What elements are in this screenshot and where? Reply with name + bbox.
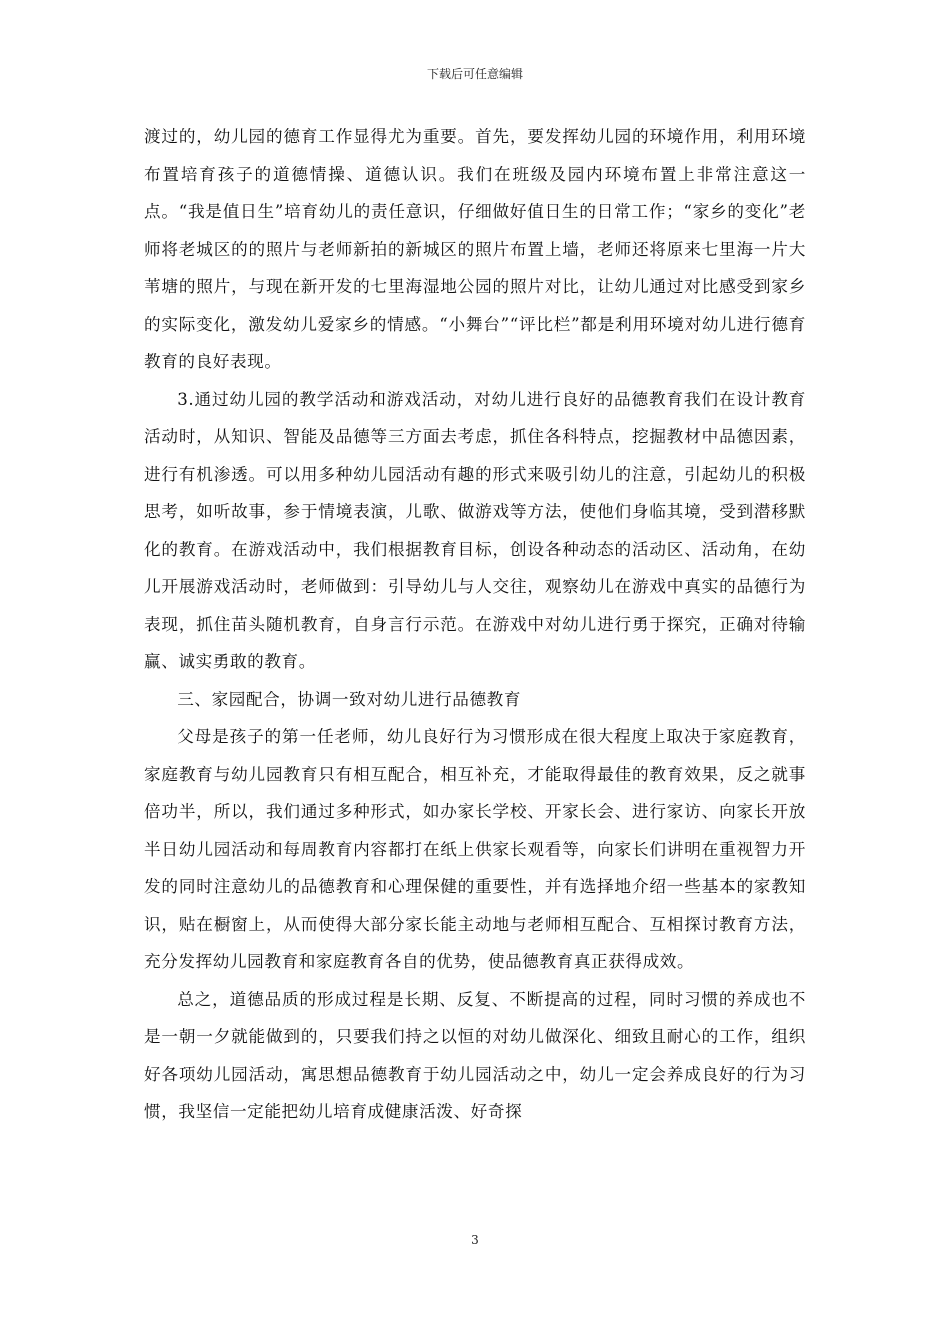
paragraph-teaching-activities: 3.通过幼儿园的教学活动和游戏活动，对幼儿进行良好的品德教育我们在设计教育活动时，从知识、智能及品德等三方面去考虑，抓住各科特点，挖掘教材中品德因素，进行有机渗透。可以用多种幼儿园活动有趣的形式来吸引幼儿的注意，引起幼儿的积极思考，如听故事，参于情境表演，儿歌、做游戏等方法，使他们身临其境，受到潜移默化的教育。在游戏活动中，我们根据教育目标，创设各种动态的活动区、活动角，在幼儿开展游戏活动时，老师做到：引导幼儿与人交往，观察幼儿在游戏中真实的品德行为表现，抓住苗头随机教育，自身言行示范。在游戏中对幼儿进行勇于探究，正确对待输赢、诚实勇敢的教育。 xyxy=(144,389,806,671)
section-heading: 三、家园配合，协调一致对幼儿进行品德教育 xyxy=(177,689,522,709)
paragraph-conclusion: 总之，道德品质的形成过程是长期、反复、不断提高的过程，同时习惯的养成也不是一朝一夕就能做到的，只要我们持之以恒的对幼儿做深化、细致且耐心的工作，组织好各项幼儿园活动，寓思想品德教育于幼儿园活动之中，幼儿一定会养成良好的行为习惯，我坚信一定能把幼儿培育成健康活泼、好奇探 xyxy=(144,989,806,1121)
document-body xyxy=(144,118,806,1131)
page-number: 3 xyxy=(471,1233,479,1247)
paragraph-home-cooperation: 父母是孩子的第一任老师，幼儿良好行为习惯形成在很大程度上取决于家庭教育，家庭教育与幼儿园教育只有相互配合，相互补充，才能取得最佳的教育效果，反之就事倍功半，所以，我们通过多种形式，如办家长学校、开家长会、进行家访、向家长开放半日幼儿园活动和每周教育内容都打在纸上供家长观看等，向家长们讲明在重视智力开发的同时注意幼儿的品德教育和心理保健的重要性，并有选择地介绍一些基本的家教知识，贴在橱窗上，从而使得大部分家长能主动地与老师相互配合、互相探讨教育方法，充分发挥幼儿园教育和家庭教育各自的优势，使品德教育真正获得成效。 xyxy=(144,727,806,971)
page-header: 下载后可任意编辑 xyxy=(426,67,523,81)
paragraph-continuation: 渡过的，幼儿园的德育工作显得尤为重要。首先，要发挥幼儿园的环境作用，利用环境布置培育孩子的道德情操、道德认识。我们在班级及园内环境布置上非常注意这一点。“我是值日生”培育幼儿的责任意识，仔细做好值日生的日常工作；“家乡的变化”老师将老城区的的照片与老师新拍的新城区的照片布置上墙，老师还将原来七里海一片大苇塘的照片，与现在新开发的七里海湿地公园的照片对比，让幼儿通过对比感受到家乡的实际变化，激发幼儿爱家乡的情感。“小舞台”“评比栏”都是利用环境对幼儿进行德育教育的良好表现。 xyxy=(144,127,806,371)
